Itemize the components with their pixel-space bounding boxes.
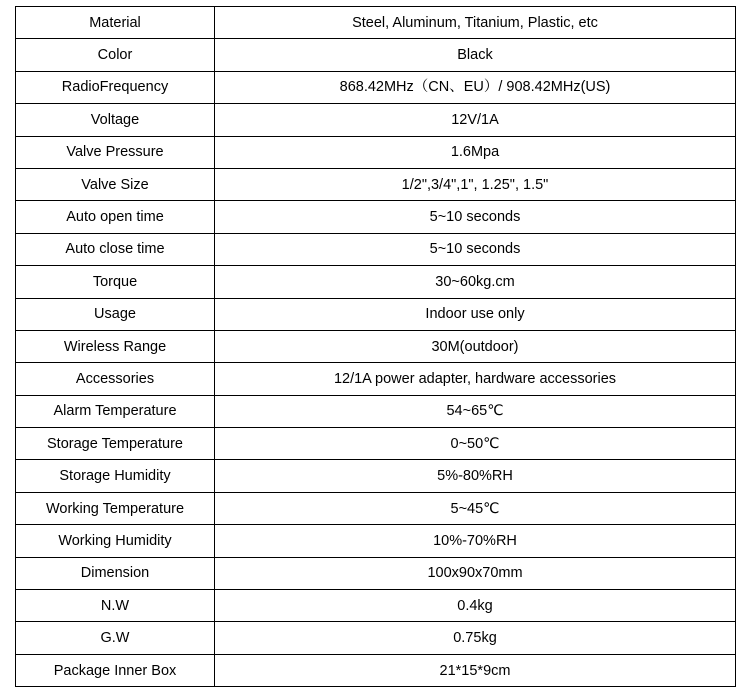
spec-value: 12V/1A	[215, 104, 736, 136]
table-row	[16, 136, 736, 168]
spec-value: 868.42MHz（CN、EU）/ 908.42MHz(US)	[215, 71, 736, 103]
spec-label: Storage Temperature	[16, 428, 215, 460]
spec-label: Torque	[16, 266, 215, 298]
spec-value: 1.6Mpa	[215, 136, 736, 168]
spec-label: Storage Humidity	[16, 460, 215, 492]
table-row	[16, 7, 736, 39]
table-row	[16, 428, 736, 460]
table-row	[16, 492, 736, 524]
spec-label: Wireless Range	[16, 330, 215, 362]
spec-label: Alarm Temperature	[16, 395, 215, 427]
table-row	[16, 395, 736, 427]
spec-value: 100x90x70mm	[215, 557, 736, 589]
spec-value: Indoor use only	[215, 298, 736, 330]
table-row	[16, 590, 736, 622]
table-row	[16, 71, 736, 103]
table-row	[16, 525, 736, 557]
table-row	[16, 557, 736, 589]
table-row	[16, 363, 736, 395]
spec-label: Auto close time	[16, 233, 215, 265]
spec-label: Valve Size	[16, 168, 215, 200]
spec-value: 54~65℃	[215, 395, 736, 427]
spec-value: 21*15*9cm	[215, 654, 736, 686]
table-row	[16, 39, 736, 71]
spec-label: Material	[16, 7, 215, 39]
spec-label: Color	[16, 39, 215, 71]
spec-value: 0~50℃	[215, 428, 736, 460]
table-row	[16, 201, 736, 233]
spec-value: Steel, Aluminum, Titanium, Plastic, etc	[215, 7, 736, 39]
spec-value: 0.4kg	[215, 590, 736, 622]
spec-value: 5~10 seconds	[215, 201, 736, 233]
spec-label: N.W	[16, 590, 215, 622]
table-row	[16, 460, 736, 492]
spec-label: RadioFrequency	[16, 71, 215, 103]
table-row	[16, 266, 736, 298]
spec-value: 30M(outdoor)	[215, 330, 736, 362]
spec-value: 5%-80%RH	[215, 460, 736, 492]
spec-label: Dimension	[16, 557, 215, 589]
table-row	[16, 298, 736, 330]
table-row	[16, 330, 736, 362]
spec-label: Valve Pressure	[16, 136, 215, 168]
table-row	[16, 168, 736, 200]
spec-table	[15, 6, 736, 687]
spec-label: Usage	[16, 298, 215, 330]
spec-value: 0.75kg	[215, 622, 736, 654]
table-row	[16, 104, 736, 136]
table-row	[16, 622, 736, 654]
spec-label: Voltage	[16, 104, 215, 136]
spec-value: Black	[215, 39, 736, 71]
spec-label: Auto open time	[16, 201, 215, 233]
spec-label: Working Humidity	[16, 525, 215, 557]
spec-label: Accessories	[16, 363, 215, 395]
spec-value: 10%-70%RH	[215, 525, 736, 557]
spec-value: 1/2",3/4",1", 1.25", 1.5"	[215, 168, 736, 200]
spec-label: G.W	[16, 622, 215, 654]
spec-label: Working Temperature	[16, 492, 215, 524]
spec-label: Package Inner Box	[16, 654, 215, 686]
spec-value: 12/1A power adapter, hardware accessories	[215, 363, 736, 395]
table-row	[16, 233, 736, 265]
table-row	[16, 654, 736, 686]
spec-value: 5~45℃	[215, 492, 736, 524]
spec-value: 30~60kg.cm	[215, 266, 736, 298]
spec-value: 5~10 seconds	[215, 233, 736, 265]
